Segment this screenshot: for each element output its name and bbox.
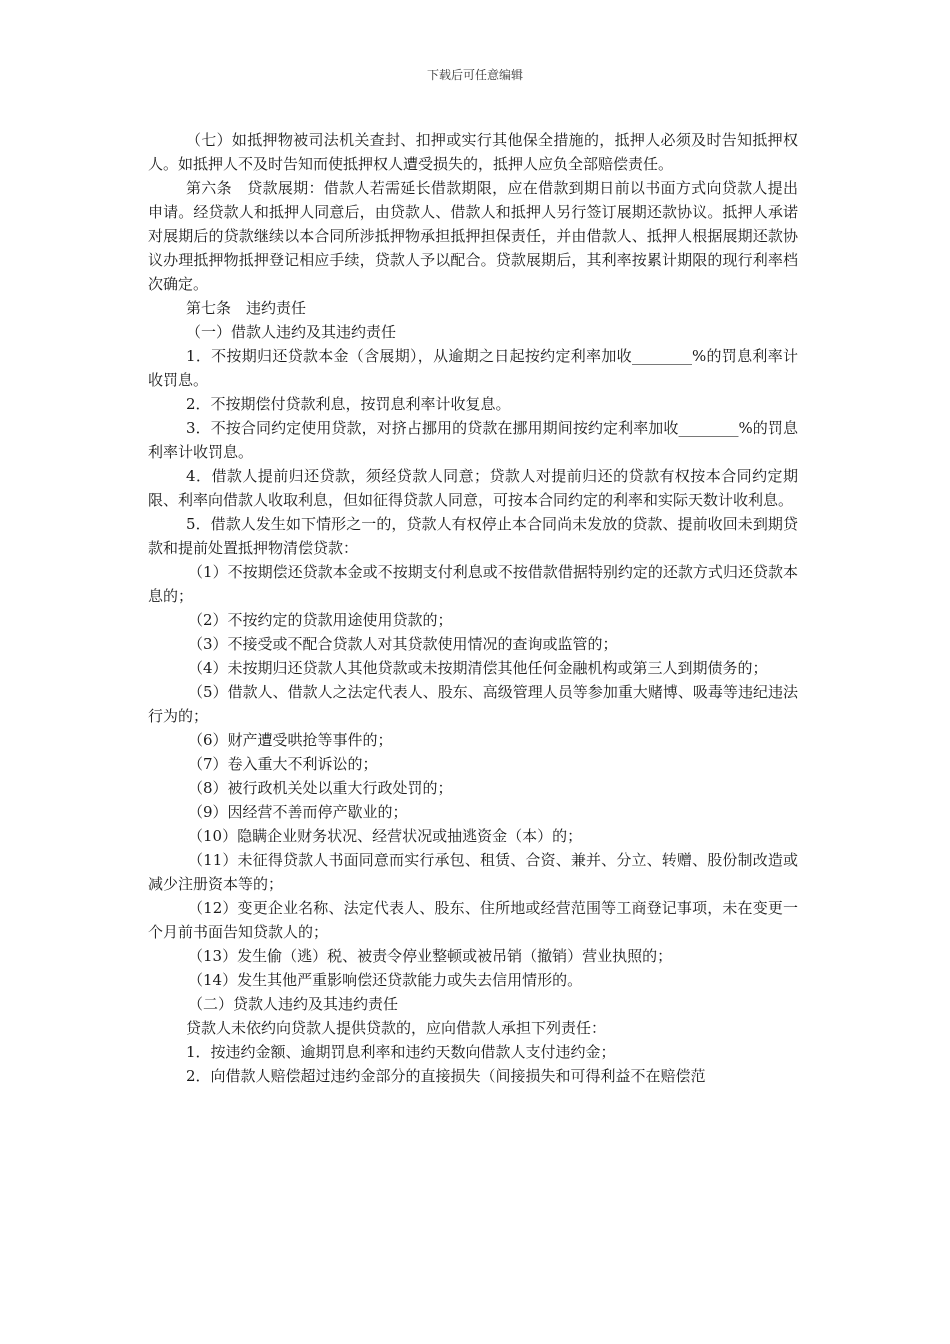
page-header: 下载后可任意编辑 (426, 68, 523, 82)
item-8: （8）被行政机关处以重大行政处罚的； (188, 779, 453, 797)
lender-liability-intro: 贷款人未依约向贷款人提供贷款的，应向借款人承担下列责任： (186, 1019, 607, 1037)
item-5: （5）借款人、借款人之法定代表人、股东、高级管理人员等参加重大赌博、吸毒等违纪违法行为的； (148, 683, 798, 725)
item-11: （11）未征得贷款人书面同意而实行承包、租赁、合资、兼并、分立、转赠、股份制改造或减少注册资本等的； (148, 851, 798, 893)
item-10: （10）隐瞒企业财务状况、经营状况或抽逃资金（本）的； (188, 827, 583, 845)
item-3: （3）不接受或不配合贷款人对其贷款使用情况的查询或监管的； (188, 635, 618, 653)
item-12: （12）变更企业名称、法定代表人、股东、住所地或经营范围等工商登记事项，未在变更一个月前书面告知贷款人的； (148, 899, 798, 941)
item-13: （13）发生偷（逃）税、被责令停业整顿或被吊销（撤销）营业执照的； (188, 947, 673, 965)
paragraph-seven: （七）如抵押物被司法机关查封、扣押或实行其他保全措施的，抵押人必须及时告知抵押权人。如抵押人不及时告知而使抵押权人遭受损失的，抵押人应负全部赔偿责任。 (148, 131, 798, 173)
item-14: （14）发生其他严重影响偿还贷款能力或失去信用情形的。 (188, 971, 583, 989)
clause-4: 4．借款人提前归还贷款，须经贷款人同意；贷款人对提前归还的贷款有权按本合同约定期限、利率向借款人收取利息，但如征得贷款人同意，可按本合同约定的利率和实际天数计收利息。 (148, 467, 798, 509)
lender-clause-1: 1．按违约金额、逾期罚息利率和违约天数向借款人支付违约金； (186, 1043, 616, 1061)
clause-2: 2．不按期偿付贷款利息，按罚息利率计收复息。 (186, 395, 511, 413)
item-7: （7）卷入重大不利诉讼的； (188, 755, 378, 773)
item-2: （2）不按约定的贷款用途使用贷款的； (188, 611, 453, 629)
article-seven-title: 第七条 违约责任 (186, 299, 307, 317)
item-4: （4）未按期归还贷款人其他贷款或未按期清偿其他任何金融机构或第三人到期债务的； (188, 659, 768, 677)
section-borrower-default: （一）借款人违约及其违约责任 (186, 323, 397, 341)
item-1: （1）不按期偿还贷款本金或不按期支付利息或不按借款借据特别约定的还款方式归还贷款本息的； (148, 563, 798, 605)
article-six: 第六条 贷款展期：借款人若需延长借款期限，应在借款到期日前以书面方式向贷款人提出申请。经贷款人和抵押人同意后，由贷款人、借款人和抵押人另行签订展期还款协议。抵押人承诺对展期后的贷款继续以本合同所涉抵押物承担抵押担保责任，并由借款人、抵押人根据展期还款协议办理抵押物抵押登记相应手续，贷款人予以配合。贷款展期后，其利率按累计期限的现行利率档次确定。 (148, 179, 798, 293)
item-9: （9）因经营不善而停产歇业的； (188, 803, 408, 821)
lender-clause-2: 2．向借款人赔偿超过违约金部分的直接损失（间接损失和可得利益不在赔偿范 (186, 1067, 706, 1085)
item-6: （6）财产遭受哄抢等事件的； (188, 731, 393, 749)
clause-5: 5．借款人发生如下情形之一的，贷款人有权停止本合同尚未发放的贷款、提前收回未到期贷款和提前处置抵押物清偿贷款： (148, 515, 798, 557)
document-body (148, 128, 798, 1088)
section-lender-default: （二）贷款人违约及其违约责任 (188, 995, 399, 1013)
clause-1: 1．不按期归还贷款本金（含展期），从逾期之日起按约定利率加收________%的罚息利率计收罚息。 (148, 347, 798, 389)
clause-3: 3．不按合同约定使用贷款，对挤占挪用的贷款在挪用期间按约定利率加收________%的罚息利率计收罚息。 (148, 419, 798, 461)
